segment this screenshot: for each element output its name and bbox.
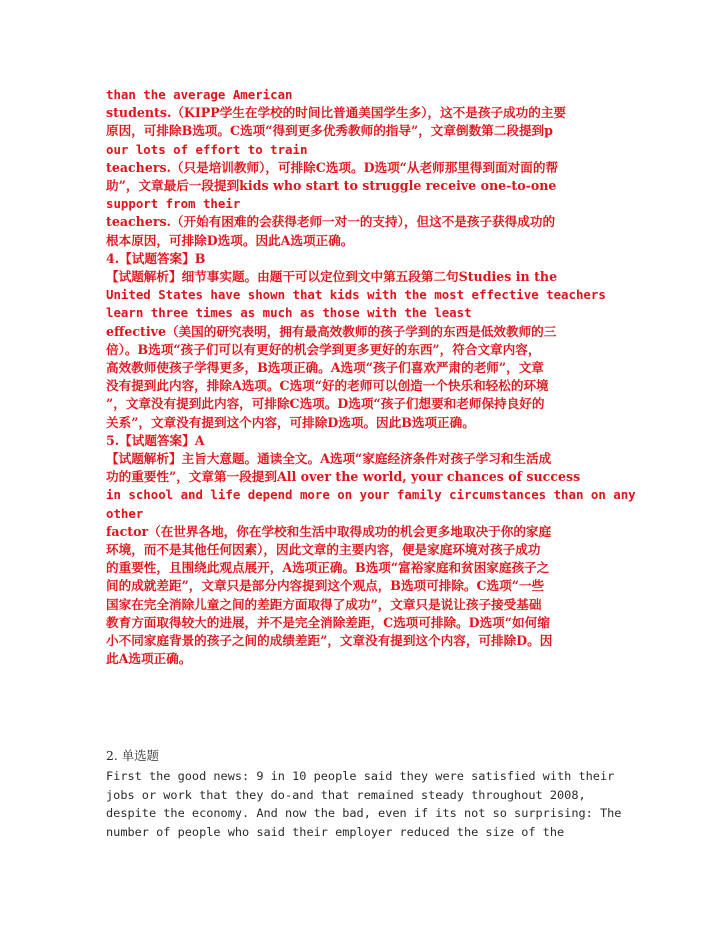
answer-line: than the average American bbox=[106, 87, 293, 102]
answer-line: 间的成就差距”，文章只是部分内容提到这个观点，B选项可排除。C选项“一些 bbox=[106, 578, 545, 594]
answer-line: ”，文章没有提到此内容，可排除C选项。D选项“孩子们想要和老师保持良好的 bbox=[106, 396, 545, 412]
answer-line: support from their bbox=[106, 196, 241, 212]
question-passage-line: First the good news: 9 in 10 people said they were satisfied with their bbox=[106, 769, 615, 783]
answer-line: 的重要性，且围绕此观点展开，A选项正确。B选项“富裕家庭和贫困家庭孩子之 bbox=[106, 560, 550, 576]
answer-line: 倍）。B选项“孩子们可以有更好的机会学到更多更好的东西”，符合文章内容， bbox=[106, 341, 541, 357]
answer-line: learn three times as much as those with the least bbox=[106, 305, 472, 321]
answer-line: 没有提到此内容，排除A选项。C选项“好的老师可以创造一个快乐和轻松的环境 bbox=[106, 378, 549, 394]
answer-line: 【试题解析】细节事实题。由题干可以定位到文中第五段第二句Studies in the bbox=[106, 269, 558, 285]
answer-line: effective（美国的研究表明，拥有最高效教师的孩子学到的东西是低效教师的三 bbox=[106, 323, 557, 339]
answer-line: 小不同家庭背景的孩子之间的成绩差距”，文章没有提到这个内容，可排除D。因 bbox=[106, 633, 553, 649]
answer-line: 【试题解析】主旨大意题。通读全文。A选项“家庭经济条件对孩子学习和生活成 bbox=[106, 451, 552, 467]
answer-line: teachers.（只是培训教师），可排除C选项。D选项“从老师那里得到面对面的帮 bbox=[106, 159, 559, 175]
answer-heading: 4.【试题答案】B bbox=[106, 250, 206, 266]
answer-line: 教育方面取得较大的进展，并不是完全消除差距，C选项可排除。D选项“如何缩 bbox=[106, 614, 550, 630]
answer-line: United States have shown that kids with the most effective teachers bbox=[106, 287, 606, 303]
answer-explanation-block bbox=[106, 86, 636, 669]
question-passage-line: despite the economy. And now the bad, even if its not so surprising: The bbox=[106, 806, 622, 821]
answer-line: 环境，而不是其他任何因素），因此文章的主要内容，便是家庭环境对孩子成功 bbox=[106, 542, 541, 558]
answer-line: 此A选项正确。 bbox=[106, 651, 192, 667]
answer-line: 关系”，文章没有提到这个内容，可排除D选项。因此B选项正确。 bbox=[106, 414, 475, 430]
answer-heading: 5.【试题答案】A bbox=[106, 432, 205, 448]
question-passage-line: number of people who said their employer reduced the size of the bbox=[106, 824, 565, 839]
answer-line: 根本原因，可排除D选项。因此A选项正确。 bbox=[106, 232, 354, 248]
answer-line: in school and life depend more on your family circumstances than on any bbox=[106, 487, 636, 503]
question-passage-line: jobs or work that they do-and that remained steady throughout 2008, bbox=[106, 787, 586, 802]
answer-line: 原因，可排除B选项。C选项“得到更多优秀教师的指导”，文章倒数第二段提到p bbox=[106, 123, 553, 139]
answer-line: factor（在世界各地，你在学校和生活中取得成功的机会更多地取决于你的家庭 bbox=[106, 523, 552, 539]
answer-line: students.（KIPP学生在学校的时间比普通美国学生多），这不是孩子成功的主要 bbox=[106, 105, 567, 121]
answer-line: teachers.（开始有困难的会获得老师一对一的支持），但这不是孩子获得成功的 bbox=[106, 214, 556, 230]
question-heading: 2. 单选题 bbox=[106, 748, 159, 763]
answer-line: 高效教师使孩子学得更多，B选项正确。A选项“孩子们喜欢严肃的老师”，文章 bbox=[106, 360, 544, 376]
answer-line: 国家在完全消除儿童之间的差距方面取得了成功”，文章只是说让孩子接受基础 bbox=[106, 596, 542, 612]
answer-line: 功的重要性”，文章第一段提到All over the world, your chances of success bbox=[106, 469, 581, 485]
answer-line: other bbox=[106, 505, 144, 521]
answer-line: our lots of effort to train bbox=[106, 141, 308, 157]
answer-line: 助”，文章最后一段提到kids who start to struggle receive one-to-one bbox=[106, 178, 557, 194]
question-block bbox=[106, 746, 626, 841]
